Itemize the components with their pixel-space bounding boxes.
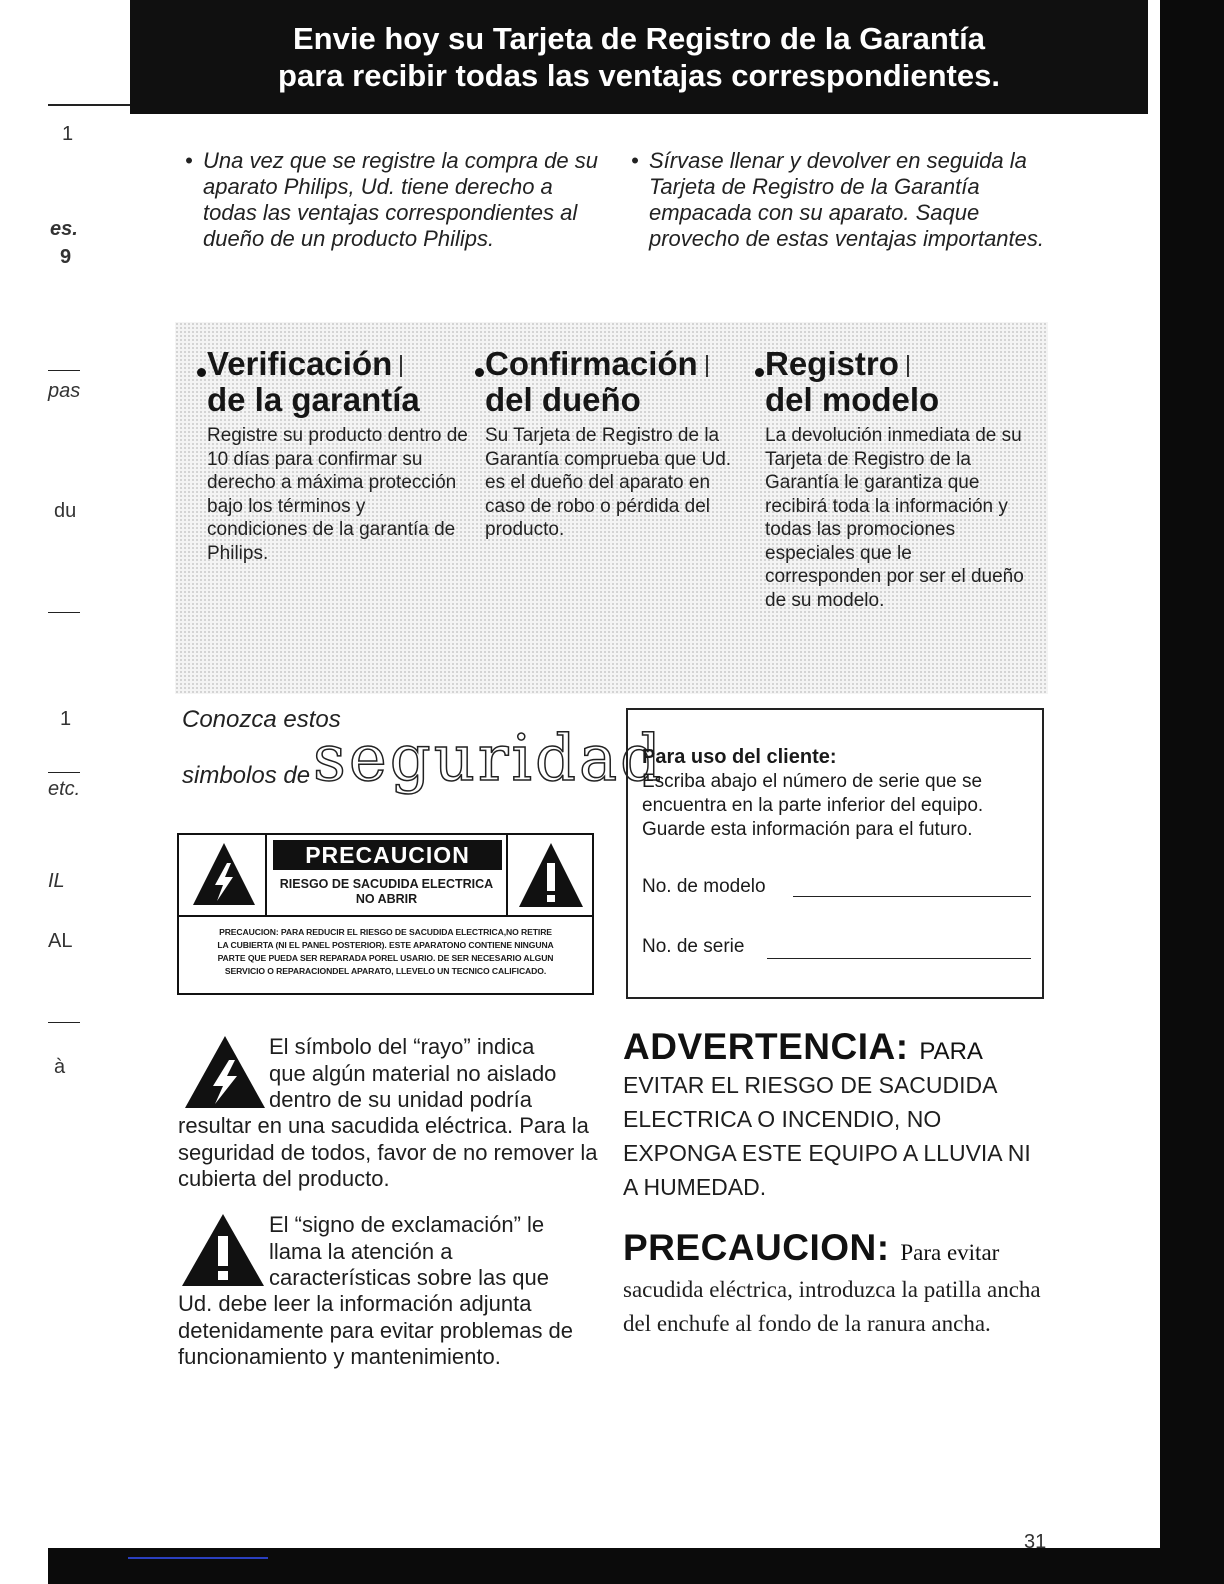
benefit-warranty: [207, 346, 469, 565]
margin-fragment: etc.: [48, 778, 81, 800]
page-number: 31: [1024, 1531, 1047, 1553]
safety-heading-line2: simbolos de: [182, 762, 311, 789]
bullet-dot-icon: [755, 368, 764, 377]
advertencia-lead: PARA: [919, 1038, 983, 1065]
margin-fragment: 9: [60, 246, 72, 268]
exclamation-triangle-icon: [180, 1212, 266, 1288]
margin-fragment: 1: [60, 708, 72, 730]
tab-marker-icon: [907, 355, 909, 377]
exclamation-line: características sobre las que: [269, 1265, 550, 1290]
margin-fragment: 1: [62, 123, 74, 145]
benefit-title-line2: de la garantía: [207, 381, 420, 418]
margin-rule: [48, 104, 130, 106]
bullet-dot-icon: [475, 368, 484, 377]
bullet-dot-icon: [197, 368, 206, 377]
benefits-panel: [175, 322, 1048, 694]
precaucion-lead: Para evitar: [900, 1240, 1000, 1265]
margin-rule: [48, 370, 80, 371]
advertencia-body: EVITAR EL RIESGO DE SACUDIDA ELECTRICA O INCENDIO, NO EXPONGA ESTE EQUIPO A LLUVIA NI A HUMEDAD.: [623, 1072, 1031, 1200]
serial-number-field[interactable]: [767, 958, 1031, 959]
margin-fragment: es.: [50, 218, 78, 240]
benefit-body: La devolución inmediata de su Tarjeta de Registro de la Garantía le garantiza que recibirá toda la información y todas las promociones especiales que le corresponden por ser el dueño de su modelo.: [765, 425, 1024, 611]
margin-fragment: AL: [48, 930, 73, 952]
customer-box-title: Para uso del cliente:: [642, 746, 837, 768]
benefit-title-line1: Verificación: [207, 345, 393, 382]
exclamation-explanation-rest: Ud. debe leer la información adjunta detenidamente para evitar problemas de funcionamiento y mantenimiento.: [178, 1291, 574, 1369]
page-edge-bottom: [48, 1548, 1224, 1584]
benefit-owner: [485, 346, 745, 542]
lightning-explanation-head: [269, 1034, 599, 1114]
customer-info-box: [626, 708, 1044, 999]
header-line-1: Envie hoy su Tarjeta de Registro de la Garantía: [293, 21, 985, 56]
caution-fine-line: PRECAUCION: PARA REDUCIR EL RIESGO DE SACUDIDA ELECTRICA,NO RETIRE: [219, 927, 552, 937]
intro-left-text: Una vez que se registre la compra de su aparato Philips, Ud. tiene derecho a todas las ventajas correspondientes al dueño de un producto Philips.: [203, 148, 598, 251]
margin-rule: [48, 612, 80, 613]
benefit-title-line2: del dueño: [485, 381, 641, 418]
exclamation-warning-icon: [517, 841, 585, 909]
benefit-title: [765, 346, 1027, 418]
customer-box-text: Escriba abajo el número de serie que se encuentra en la parte inferior del equipo. Guarde esta información para el futuro.: [642, 771, 984, 840]
page-header-banner: [130, 0, 1148, 114]
lightning-line: El símbolo del “rayo” indica: [269, 1034, 535, 1059]
caution-risk-line2: NO ABRIR: [355, 892, 418, 906]
benefit-body: Registre su producto dentro de 10 días para confirmar su derecho a máxima protección bajo los términos y condiciones de la garantía de Philips.: [207, 425, 468, 564]
page-edge-right: [1160, 0, 1224, 1584]
margin-fragment: à: [54, 1056, 66, 1078]
caution-label-top: [179, 835, 592, 917]
caution-label-title: PRECAUCION: [273, 840, 502, 870]
benefit-title: [485, 346, 745, 418]
margin-fragment: IL: [48, 870, 65, 892]
caution-label: [177, 833, 594, 995]
intro-left: [185, 148, 598, 252]
precaucion-heading: [623, 1227, 999, 1269]
benefit-model: [765, 346, 1027, 612]
exclamation-line: El “signo de exclamación” le: [269, 1212, 545, 1237]
caution-label-risk: [267, 877, 506, 907]
precaucion-body: sacudida eléctrica, introduzca la patilla ancha del enchufe al fondo de la ranura ancha.: [623, 1277, 1041, 1336]
header-line-2: para recibir todas las ventajas correspondientes.: [278, 58, 1000, 93]
model-number-field[interactable]: [793, 896, 1031, 897]
caution-label-center: [265, 835, 508, 915]
intro-right: [631, 148, 1059, 252]
lightning-explanation-rest: resultar en una sacudida eléctrica. Para la seguridad de todos, favor de no remover la cubierta del producto.: [178, 1113, 598, 1191]
precaucion-title: PRECAUCION:: [623, 1227, 890, 1268]
safety-heading-outline-word: seguridad: [313, 722, 665, 796]
margin-rule: [48, 1022, 80, 1023]
caution-fine-line: PARTE QUE PUEDA SER REPARADA POREL USARIO. DE SER NECESARIO ALGUN: [217, 953, 554, 963]
lightning-warning-icon: [191, 841, 257, 907]
lightning-triangle-icon: [183, 1034, 267, 1110]
caution-risk-line1: RIESGO DE SACUDIDA ELECTRICA: [279, 877, 494, 891]
caution-fine-line: LA CUBIERTA (NI EL PANEL POSTERIOR). ESTE APARATONO CONTIENE NINGUNA: [217, 940, 554, 950]
lightning-line: dentro de su unidad podría: [269, 1087, 532, 1112]
caution-label-fine-print: [185, 926, 586, 978]
scan-artifact-line: [128, 1557, 268, 1559]
benefit-title-line1: Registro: [765, 345, 899, 382]
exclamation-explanation-head: [269, 1212, 599, 1292]
advertencia-heading: [623, 1026, 983, 1068]
benefit-title-line2: del modelo: [765, 381, 940, 418]
advertencia-title: ADVERTENCIA:: [623, 1026, 909, 1067]
bullet-icon: •: [185, 148, 193, 173]
margin-rule: [48, 772, 80, 773]
margin-fragment: pas: [48, 380, 81, 402]
benefit-title-line1: Confirmación: [485, 345, 698, 382]
tab-marker-icon: [706, 355, 708, 377]
safety-heading-line1: Conozca estos: [182, 706, 341, 733]
bullet-icon: •: [631, 148, 639, 173]
margin-fragment: du: [54, 500, 77, 522]
tab-marker-icon: [400, 355, 402, 377]
exclamation-line: llama la atención a: [269, 1238, 453, 1264]
benefit-body: Su Tarjeta de Registro de la Garantía comprueba que Ud. es el dueño del aparato en caso de robo o pérdida del producto.: [485, 425, 732, 540]
intro-right-text: Sírvase llenar y devolver en seguida la Tarjeta de Registro de la Garantía empacada con su aparato. Saque provecho de estas ventajas importantes.: [649, 148, 1045, 251]
lightning-line: que algún material no aislado: [269, 1060, 557, 1086]
serial-number-label: No. de serie: [642, 936, 745, 957]
benefit-title: [207, 346, 469, 418]
caution-fine-line: SERVICIO O REPARACIONDEL APARATO, LLEVELO UN TECNICO CALIFICADO.: [224, 966, 547, 976]
model-number-label: No. de modelo: [642, 876, 766, 897]
